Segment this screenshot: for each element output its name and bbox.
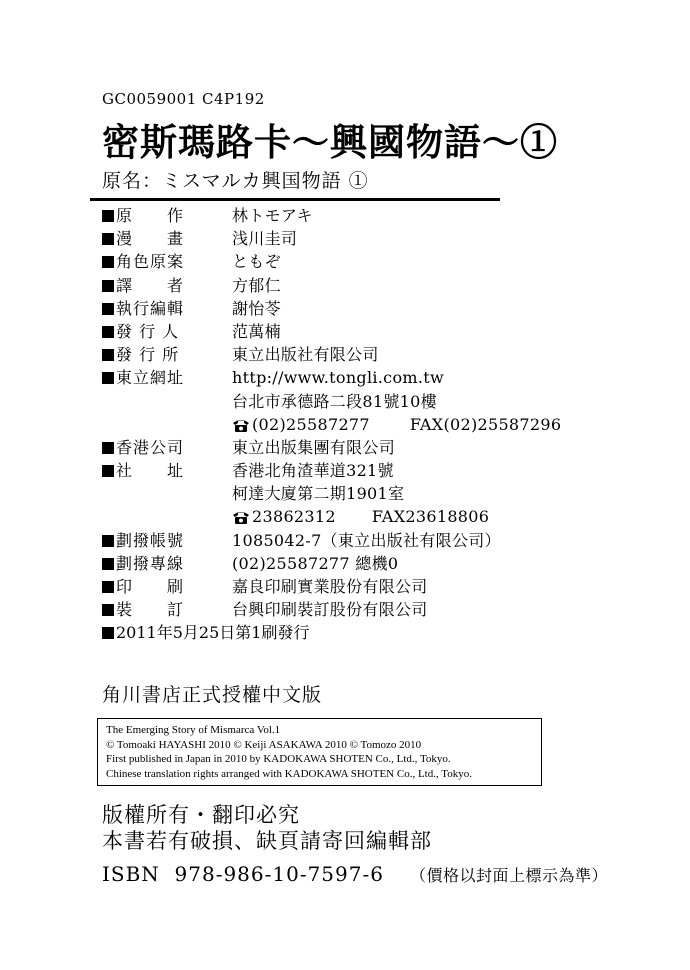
credit-row <box>102 529 561 552</box>
bullet-square-icon <box>102 535 114 547</box>
credit-label: 香港公司 <box>116 437 185 457</box>
bullet-square-icon <box>102 280 114 292</box>
english-title: The Emerging Story of Mismarca Vol.1 <box>106 724 281 736</box>
catalog-code: GC0059001 C4P192 <box>102 90 265 108</box>
damage-notice: 本書若有破損、缺頁請寄回編輯部 <box>102 829 432 853</box>
credit-value: 方郁仁 <box>232 275 281 295</box>
credit-label: 印 刷 <box>116 577 185 596</box>
credit-label: 東立網址 <box>116 368 185 388</box>
credit-value: 浅川圭司 <box>232 229 298 249</box>
isbn-row <box>102 862 608 886</box>
credit-label: 執行編輯 <box>116 298 185 318</box>
website-url: http://www.tongli.com.tw <box>232 368 444 388</box>
credit-value: 台興印刷裝訂股份有限公司 <box>232 600 428 620</box>
phone-number: (02)25587277 <box>252 414 370 434</box>
address-line: 香港北角渣華道321號 <box>232 461 394 481</box>
credit-row <box>102 297 561 320</box>
credit-row <box>102 343 561 366</box>
first-print-row <box>102 621 561 644</box>
address-line: 台北市承德路二段81號10樓 <box>232 391 437 411</box>
bullet-square-icon <box>102 372 114 384</box>
bullet-square-icon <box>102 442 114 454</box>
credit-row <box>102 482 561 505</box>
price-note: （價格以封面上標示為準） <box>409 866 608 885</box>
credit-value: 1085042-7（東立出版社有限公司） <box>232 530 501 550</box>
credit-row <box>102 204 561 227</box>
bullet-square-icon <box>102 210 114 222</box>
divider-rule <box>90 198 500 201</box>
telephone-icon <box>232 418 250 432</box>
bullet-square-icon <box>102 558 114 570</box>
credit-row <box>102 366 561 389</box>
credit-label: 譯 者 <box>116 275 185 295</box>
credit-row <box>102 598 561 621</box>
credit-label: 發 行 所 <box>116 345 180 365</box>
original-title: 原名：ミスマルカ興国物語 ① <box>102 170 369 192</box>
fax-number: FAX23618806 <box>371 507 490 527</box>
credit-row <box>102 436 561 459</box>
first-print-date: 2011年5月25日第1刷發行 <box>116 623 310 643</box>
bullet-square-icon <box>102 233 114 245</box>
bullet-square-icon <box>102 349 114 361</box>
bullet-square-icon <box>102 326 114 338</box>
credit-value: 謝怡苓 <box>232 298 281 318</box>
credit-row <box>102 552 561 575</box>
bullet-square-icon <box>102 256 114 268</box>
license-statement: 角川書店正式授權中文版 <box>102 684 323 706</box>
rights-reserved: 版權所有・翻印必究 <box>102 803 300 827</box>
credit-value: 東立出版社有限公司 <box>232 345 379 365</box>
isbn: ISBN 978-986-10-7597-6 <box>102 862 384 886</box>
publication-line: First published in Japan in 2010 by KADOKAWA SHOTEN Co., Ltd., Tokyo. <box>106 753 451 765</box>
address-line: 柯達大廈第二期1901室 <box>232 484 405 504</box>
credit-value: 林トモアキ <box>232 206 313 225</box>
bullet-square-icon <box>102 465 114 477</box>
credit-value: (02)25587277 總機0 <box>232 553 399 573</box>
credit-row <box>102 459 561 482</box>
book-title: 密斯瑪路卡～興國物語～① <box>102 120 558 164</box>
credit-value: 范萬楠 <box>232 321 281 341</box>
copyright-line: © Tomoaki HAYASHI 2010 © Keiji ASAKAWA 2010 © Tomozo 2010 <box>106 738 422 751</box>
credit-label: 發 行 人 <box>116 321 180 341</box>
telephone-icon <box>232 510 250 524</box>
credit-label: 漫 畫 <box>116 229 185 249</box>
bullet-square-icon <box>102 303 114 315</box>
credit-value: ともぞ <box>232 252 281 272</box>
credit-row <box>102 413 561 436</box>
credit-label: 角色原案 <box>116 252 185 272</box>
credits-list <box>102 204 561 645</box>
copyright-box <box>97 718 542 786</box>
credit-label: 社 址 <box>116 461 185 481</box>
credit-value: 東立出版集團有限公司 <box>232 437 396 457</box>
credit-row <box>102 320 561 343</box>
credit-row <box>102 227 561 250</box>
credit-label: 劃撥專線 <box>116 553 185 573</box>
credit-label: 裝 訂 <box>116 600 185 620</box>
bullet-square-icon <box>102 627 114 639</box>
credit-row <box>102 274 561 297</box>
bullet-square-icon <box>102 581 114 593</box>
bullet-square-icon <box>102 604 114 616</box>
rights-block <box>102 802 432 854</box>
fax-number: FAX(02)25587296 <box>409 414 562 434</box>
credit-label: 原 作 <box>116 206 185 225</box>
credit-row <box>102 250 561 273</box>
credit-label: 劃撥帳號 <box>116 530 185 550</box>
credit-value: 嘉良印刷實業股份有限公司 <box>232 577 428 596</box>
credit-row <box>102 575 561 598</box>
phone-number: 23862312 <box>252 507 336 527</box>
translation-rights-line: Chinese translation rights arranged with KADOKAWA SHOTEN Co., Ltd., Tokyo. <box>106 767 472 780</box>
credit-row <box>102 390 561 413</box>
credit-row <box>102 505 561 528</box>
